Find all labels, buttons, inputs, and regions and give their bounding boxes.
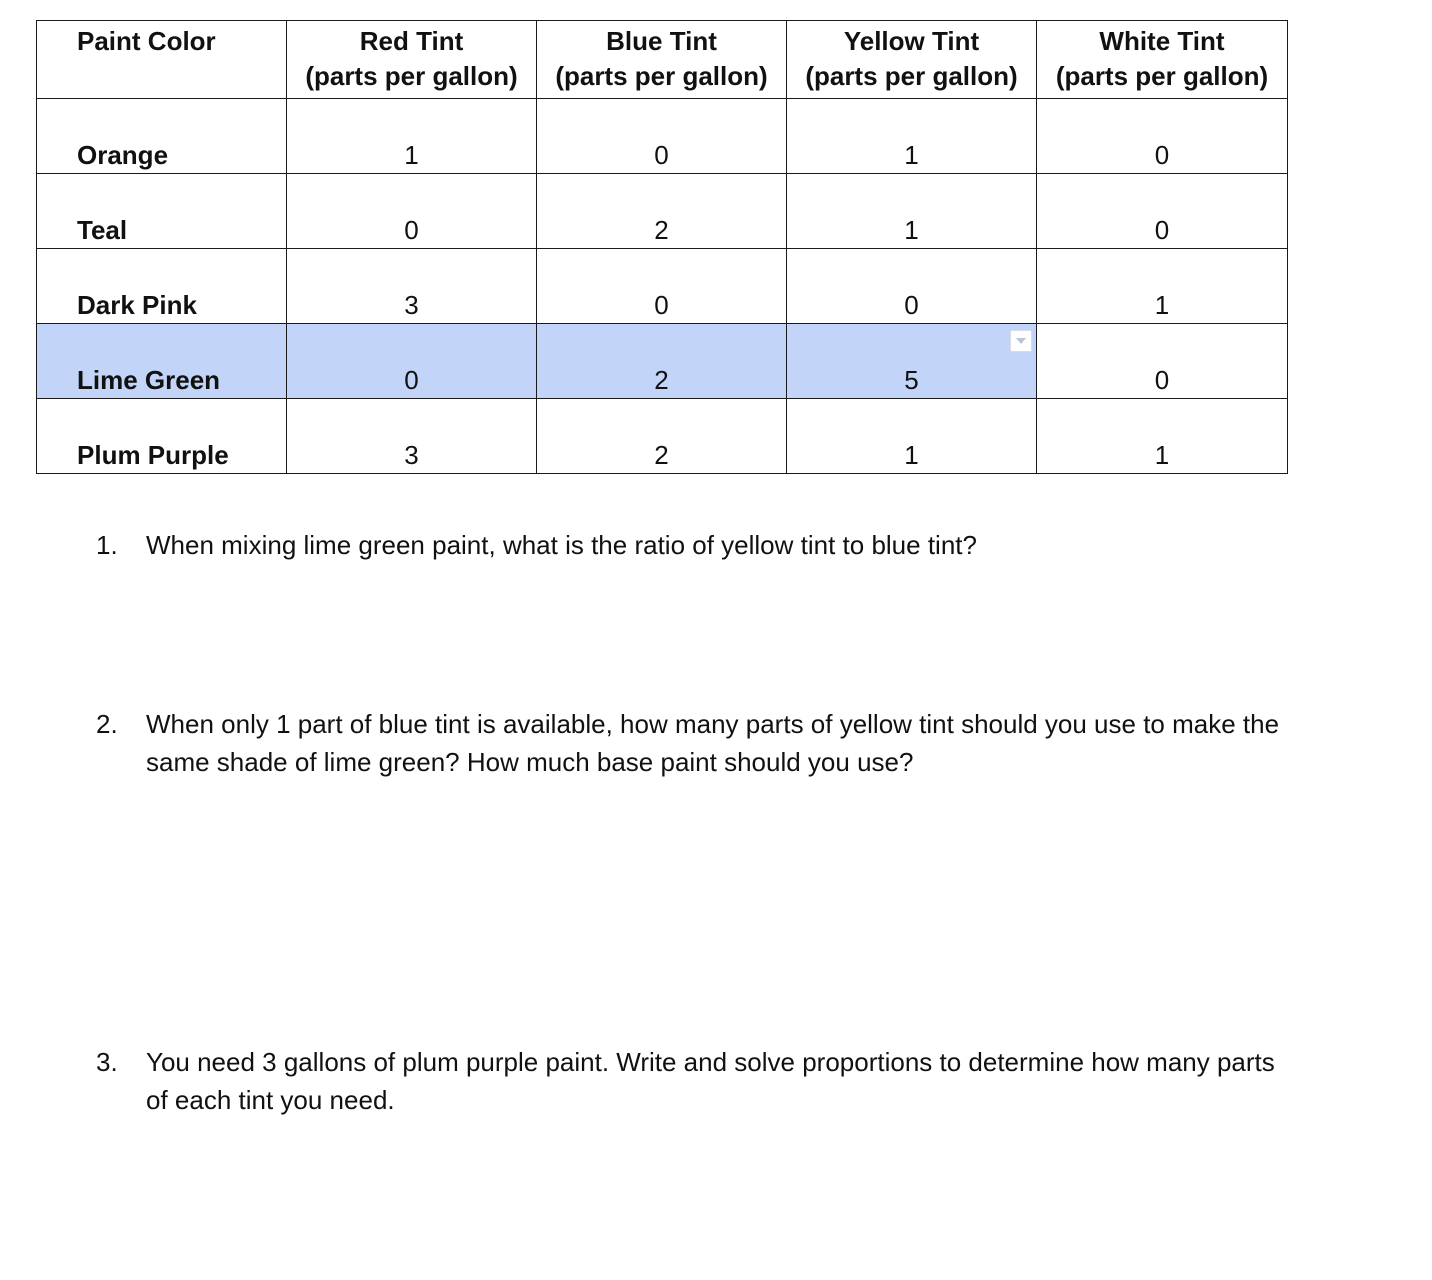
cell-paint-name[interactable]: Orange xyxy=(37,99,287,174)
header-unit: (parts per gallon) xyxy=(555,61,768,91)
cell-blue-tint[interactable]: 2 xyxy=(537,399,787,474)
question-1 xyxy=(96,526,1296,564)
cell-paint-name[interactable]: Teal xyxy=(37,174,287,249)
header-label: Red Tint xyxy=(359,26,464,56)
cell-value: 5 xyxy=(904,365,919,395)
table-row-plum-purple xyxy=(37,399,1288,474)
question-number: 2. xyxy=(96,709,118,739)
cell-white-tint[interactable]: 1 xyxy=(1037,249,1288,324)
header-label: Blue Tint xyxy=(606,26,717,56)
cell-white-tint[interactable]: 1 xyxy=(1037,399,1288,474)
cell-yellow-tint[interactable]: 1 xyxy=(787,99,1037,174)
cell-white-tint[interactable]: 0 xyxy=(1037,324,1288,399)
question-text: You need 3 gallons of plum purple paint. Write and solve proportions to determine how many parts of each tint you need. xyxy=(146,1047,1275,1115)
question-3 xyxy=(96,1043,1296,1119)
header-unit: (parts per gallon) xyxy=(305,61,518,91)
question-text: When mixing lime green paint, what is the ratio of yellow tint to blue tint? xyxy=(146,530,977,560)
cell-paint-name[interactable]: Dark Pink xyxy=(37,249,287,324)
dropdown-triangle xyxy=(1016,338,1026,344)
chevron-down-icon[interactable] xyxy=(1010,330,1032,352)
cell-yellow-tint[interactable]: 1 xyxy=(787,399,1037,474)
table-row-teal xyxy=(37,174,1288,249)
header-label: Paint Color xyxy=(77,26,216,56)
cell-yellow-tint[interactable]: 1 xyxy=(787,174,1037,249)
cell-red-tint[interactable]: 1 xyxy=(287,99,537,174)
paint-tint-table xyxy=(36,20,1288,474)
table-row-dark-pink xyxy=(37,249,1288,324)
cell-blue-tint[interactable]: 0 xyxy=(537,249,787,324)
header-blue-tint[interactable] xyxy=(537,21,787,99)
cell-red-tint[interactable]: 3 xyxy=(287,249,537,324)
cell-paint-name[interactable]: Plum Purple xyxy=(37,399,287,474)
cell-white-tint[interactable]: 0 xyxy=(1037,99,1288,174)
header-white-tint[interactable] xyxy=(1037,21,1288,99)
cell-paint-name[interactable]: Lime Green xyxy=(37,324,287,399)
cell-red-tint[interactable]: 0 xyxy=(287,324,537,399)
cell-blue-tint[interactable]: 2 xyxy=(537,324,787,399)
header-paint-color[interactable] xyxy=(37,21,287,99)
question-2 xyxy=(96,705,1296,781)
header-red-tint[interactable] xyxy=(287,21,537,99)
cell-red-tint[interactable]: 3 xyxy=(287,399,537,474)
question-number: 1. xyxy=(96,530,118,560)
header-label: Yellow Tint xyxy=(843,26,980,56)
question-number: 3. xyxy=(96,1047,118,1077)
header-yellow-tint[interactable] xyxy=(787,21,1037,99)
header-unit: (parts per gallon) xyxy=(1055,61,1269,91)
cell-white-tint[interactable]: 0 xyxy=(1037,174,1288,249)
table-header-row xyxy=(37,21,1288,99)
cell-yellow-tint[interactable]: 0 xyxy=(787,249,1037,324)
table-row-lime-green-selected xyxy=(37,324,1288,399)
cell-blue-tint[interactable]: 2 xyxy=(537,174,787,249)
cell-red-tint[interactable]: 0 xyxy=(287,174,537,249)
table-row-orange xyxy=(37,99,1288,174)
question-text: When only 1 part of blue tint is available, how many parts of yellow tint should you use to make the same shade of lime green? How much base paint should you use? xyxy=(146,709,1280,777)
header-label: White Tint xyxy=(1099,26,1225,56)
cell-blue-tint[interactable]: 0 xyxy=(537,99,787,174)
cell-yellow-tint-with-dropdown[interactable] xyxy=(787,324,1037,399)
header-unit: (parts per gallon) xyxy=(805,61,1018,91)
